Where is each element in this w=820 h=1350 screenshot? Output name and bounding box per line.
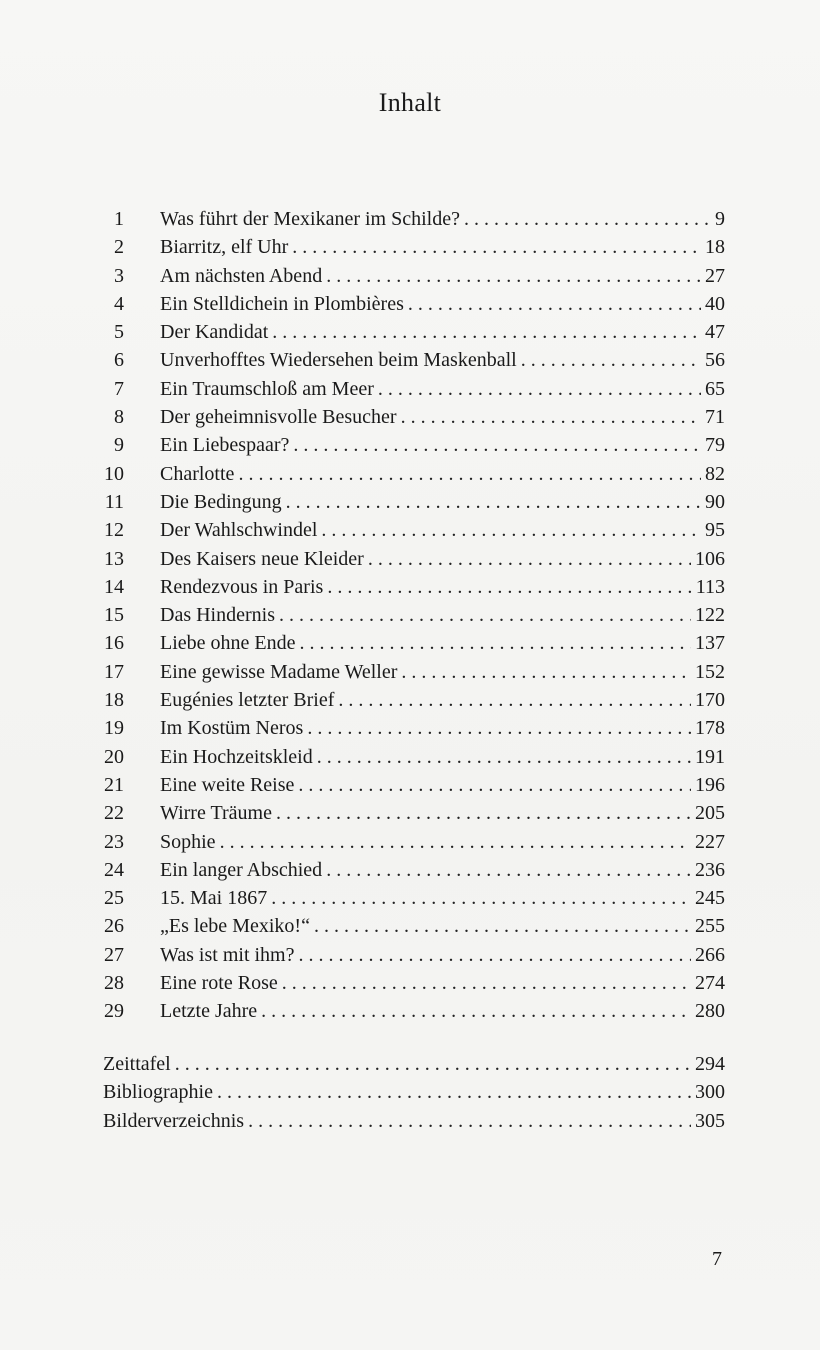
toc-entry: [100, 346, 725, 374]
dot-leader: [460, 205, 711, 233]
page-reference: 113: [695, 575, 725, 598]
toc-entry: [100, 658, 725, 686]
page-reference: 18: [705, 236, 725, 259]
page-reference: 280: [695, 1000, 725, 1023]
chapter-number: 9: [114, 434, 124, 457]
page-reference: 266: [695, 943, 725, 966]
chapter-number: 7: [114, 377, 124, 400]
toc-entry: [100, 460, 725, 488]
page-reference: 227: [695, 830, 725, 853]
toc-entry: [100, 205, 725, 233]
chapter-number: 27: [104, 943, 124, 966]
toc-entry: [100, 262, 725, 290]
toc-entry: [100, 290, 725, 318]
chapter-title: Charlotte: [160, 462, 235, 485]
toc-entry: [100, 488, 725, 516]
dot-leader: [317, 516, 701, 544]
dot-leader: [282, 488, 701, 516]
page-reference: 137: [695, 632, 725, 655]
page-reference: 56: [705, 349, 725, 372]
chapter-title: Das Hindernis: [160, 604, 275, 627]
page-reference: 47: [705, 321, 725, 344]
page-reference: 40: [705, 292, 725, 315]
dot-leader: [296, 629, 692, 657]
dot-leader: [234, 460, 701, 488]
page-reference: 245: [695, 887, 725, 910]
chapter-title: Ein langer Abschied: [160, 858, 323, 881]
appendix-title: Bilderverzeichnis: [103, 1109, 245, 1132]
chapter-title: Was führt der Mexikaner im Schilde?: [160, 208, 460, 230]
toc-entry: [100, 431, 725, 459]
page-reference: 9: [715, 208, 725, 230]
chapter-title: Ein Liebespaar?: [160, 434, 290, 457]
chapter-number: 11: [104, 490, 124, 513]
toc-entry: [100, 997, 725, 1025]
chapter-number: 10: [104, 462, 124, 485]
toc-entry: [100, 856, 725, 884]
chapter-title: Eugénies letzter Brief: [160, 689, 335, 712]
chapter-number: 21: [104, 773, 124, 796]
toc-entry: [100, 884, 725, 912]
dot-leader: [313, 743, 691, 771]
toc-entry: [100, 318, 725, 346]
chapter-title: Am nächsten Abend: [160, 264, 323, 287]
chapter-title: Sophie: [160, 830, 216, 853]
toc-entry: [100, 828, 725, 856]
chapter-number: 14: [104, 575, 124, 598]
toc-entry: [100, 969, 725, 997]
dot-leader: [397, 658, 691, 686]
chapter-number: 20: [104, 745, 124, 768]
page-reference: 71: [705, 406, 725, 429]
table-of-contents: [100, 205, 725, 1026]
page-reference: 65: [705, 377, 725, 400]
toc-entry: [100, 516, 725, 544]
page-reference: 82: [705, 462, 725, 485]
chapter-title: Die Bedingung: [160, 490, 282, 513]
page-reference: 255: [695, 915, 725, 938]
toc-entry: [100, 601, 725, 629]
dot-leader: [267, 884, 691, 912]
toc-entry: [100, 743, 725, 771]
dot-leader: [323, 573, 691, 601]
dot-leader: [289, 431, 701, 459]
page-reference: 106: [695, 547, 725, 570]
chapter-title: Eine gewisse Madame Weller: [160, 660, 398, 683]
toc-entry: [100, 403, 725, 431]
dot-leader: [272, 799, 691, 827]
dot-leader: [171, 1050, 691, 1078]
chapter-number: 22: [104, 802, 124, 825]
page-reference: 274: [695, 972, 725, 995]
toc-entry: [100, 233, 725, 261]
chapter-title: Ein Traumschloß am Meer: [160, 377, 374, 400]
chapter-title: Eine weite Reise: [160, 773, 295, 796]
page-reference: 196: [695, 773, 725, 796]
page-reference: 95: [705, 519, 725, 542]
chapter-number: 12: [104, 519, 124, 542]
appendix-title: Zeittafel: [103, 1053, 171, 1075]
page-reference: 305: [695, 1109, 725, 1132]
chapter-title: Der geheimnisvolle Besucher: [160, 406, 397, 429]
appendix-list: [103, 1050, 725, 1135]
chapter-number: 17: [104, 660, 124, 683]
chapter-title: Was ist mit ihm?: [160, 943, 295, 966]
dot-leader: [310, 912, 691, 940]
toc-entry: [100, 375, 725, 403]
page-reference: 178: [695, 717, 725, 740]
chapter-title: „Es lebe Mexiko!“: [160, 915, 310, 938]
toc-entry: [100, 686, 725, 714]
chapter-number: 18: [104, 689, 124, 712]
page-title: Inhalt: [378, 88, 442, 117]
chapter-title: Ein Stelldichein in Plombières: [160, 292, 404, 315]
page-reference: 27: [705, 264, 725, 287]
page-reference: 191: [695, 745, 725, 768]
appendix-entry: [103, 1107, 725, 1135]
chapter-title: Letzte Jahre: [160, 1000, 258, 1023]
dot-leader: [374, 375, 701, 403]
page-reference: 122: [695, 604, 725, 627]
dot-leader: [278, 969, 691, 997]
toc-entry: [100, 545, 725, 573]
toc-entry: [100, 573, 725, 601]
chapter-title: Wirre Träume: [160, 802, 272, 825]
chapter-number: 3: [114, 264, 124, 287]
chapter-number: 23: [104, 830, 124, 853]
dot-leader: [303, 714, 691, 742]
chapter-number: 13: [104, 547, 124, 570]
appendix-entry: [103, 1050, 725, 1078]
chapter-number: 24: [104, 858, 124, 881]
chapter-number: 28: [104, 972, 124, 995]
appendix-entry: [103, 1078, 725, 1106]
chapter-number: 29: [104, 1000, 124, 1023]
appendix-title: Bibliographie: [103, 1081, 213, 1104]
chapter-title: Unverhofftes Wiedersehen beim Maskenball: [160, 349, 517, 372]
chapter-number: 2: [114, 236, 124, 259]
dot-leader: [213, 1078, 691, 1106]
toc-entry: [100, 714, 725, 742]
page-reference: 300: [695, 1081, 725, 1104]
toc-entry: [100, 629, 725, 657]
chapter-number: 1: [114, 208, 124, 230]
chapter-number: 15: [104, 604, 124, 627]
chapter-title: Im Kostüm Neros: [160, 717, 304, 740]
page-reference: 79: [705, 434, 725, 457]
toc-entry: [100, 941, 725, 969]
page-reference: 205: [695, 802, 725, 825]
page-reference: 152: [695, 660, 725, 683]
dot-leader: [322, 262, 701, 290]
chapter-number: 4: [114, 292, 124, 315]
page-reference: 294: [695, 1053, 725, 1075]
dot-leader: [294, 771, 691, 799]
dot-leader: [244, 1107, 691, 1135]
dot-leader: [404, 290, 701, 318]
toc-entry: [100, 799, 725, 827]
dot-leader: [322, 856, 691, 884]
dot-leader: [216, 828, 691, 856]
chapter-title: Des Kaisers neue Kleider: [160, 547, 364, 570]
chapter-title: Der Kandidat: [160, 321, 269, 344]
dot-leader: [268, 318, 701, 346]
chapter-number: 5: [114, 321, 124, 344]
chapter-number: 19: [104, 717, 124, 740]
toc-entry: [100, 912, 725, 940]
chapter-title: Biarritz, elf Uhr: [160, 236, 289, 259]
toc-entry: [100, 771, 725, 799]
chapter-number: 6: [114, 349, 124, 372]
dot-leader: [364, 545, 691, 573]
chapter-title: Der Wahlschwindel: [160, 519, 318, 542]
chapter-title: 15. Mai 1867: [160, 887, 268, 910]
dot-leader: [397, 403, 701, 431]
chapter-number: 8: [114, 406, 124, 429]
chapter-title: Liebe ohne Ende: [160, 632, 296, 655]
page-reference: 90: [705, 490, 725, 513]
chapter-title: Ein Hochzeitskleid: [160, 745, 313, 768]
page-number: 7: [712, 1248, 722, 1270]
page-reference: 236: [695, 858, 725, 881]
dot-leader: [275, 601, 691, 629]
dot-leader: [517, 346, 701, 374]
dot-leader: [334, 686, 691, 714]
chapter-number: 25: [104, 887, 124, 910]
dot-leader: [288, 233, 701, 261]
chapter-number: 16: [104, 632, 124, 655]
chapter-number: 26: [104, 915, 124, 938]
chapter-title: Rendezvous in Paris: [160, 575, 324, 598]
dot-leader: [295, 941, 692, 969]
dot-leader: [257, 997, 691, 1025]
page-reference: 170: [695, 689, 725, 712]
chapter-title: Eine rote Rose: [160, 972, 278, 995]
